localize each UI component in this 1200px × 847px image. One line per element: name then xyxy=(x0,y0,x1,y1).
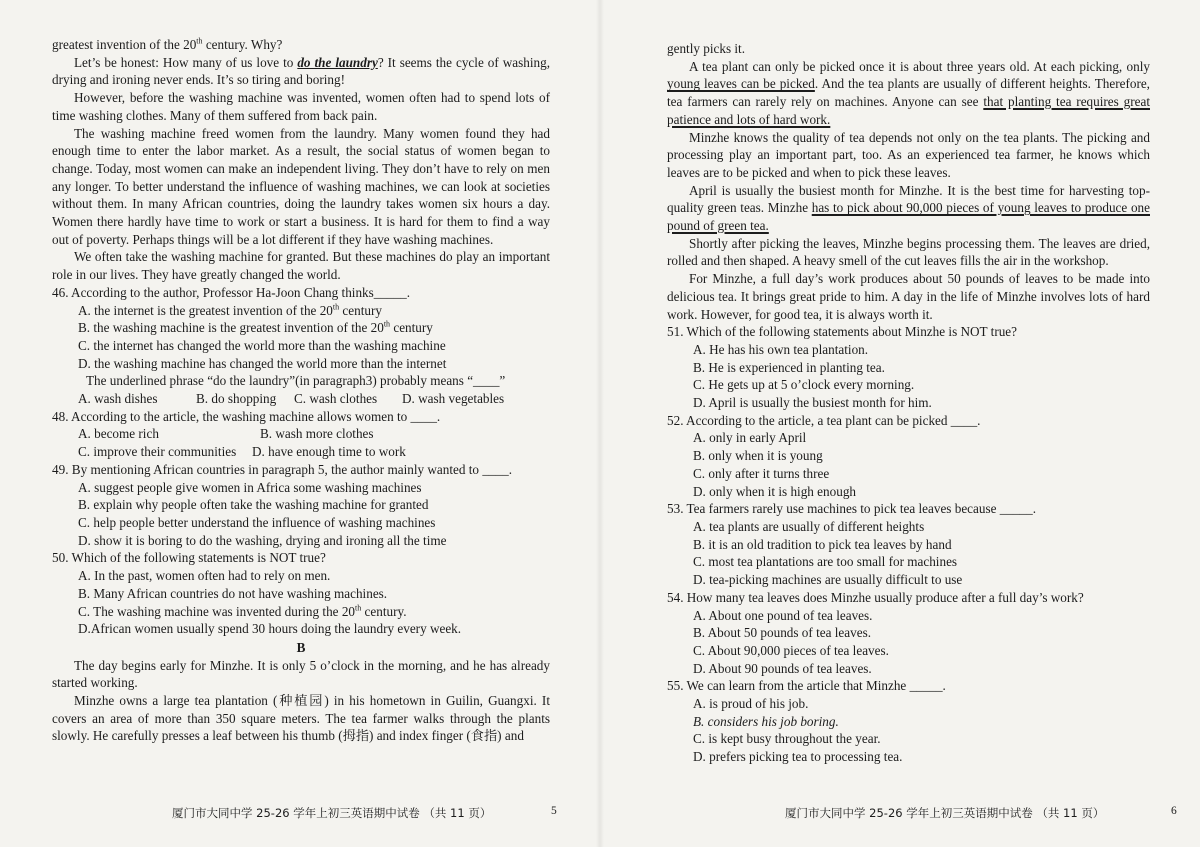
superscript: th xyxy=(355,603,362,613)
option-51-a[interactable]: A. He has his own tea plantation. xyxy=(693,341,869,357)
option-53-a[interactable]: A. tea plants are usually of different heights xyxy=(693,518,925,534)
option-47-d[interactable]: D. wash vegetables xyxy=(402,391,505,407)
option-51-c[interactable]: C. He gets up at 5 o’clock every morning. xyxy=(693,377,915,393)
options-47 xyxy=(78,390,550,408)
option-48-d[interactable]: D. have enough time to work xyxy=(252,444,406,460)
option-52-b[interactable]: B. only when it is young xyxy=(693,448,823,464)
superscript: th xyxy=(332,302,340,312)
option-52-c[interactable]: C. only after it turns three xyxy=(693,465,830,481)
question-51: 51. Which of the following statements about Minzhe is NOT true? xyxy=(667,324,1018,340)
footer-left: 厦门市大同中学 25-26 学年上初三英语期中试卷 （共 11 页） xyxy=(172,806,492,820)
option-46-a[interactable] xyxy=(78,302,550,320)
option-50-a[interactable]: A. In the past, women often had to rely on men. xyxy=(78,568,331,584)
option-48-c[interactable]: C. improve their communities xyxy=(78,444,237,460)
option-48-a[interactable]: A. become rich xyxy=(78,426,159,442)
text-run: century xyxy=(339,302,382,318)
option-51-d[interactable]: D. April is usually the busiest month for him. xyxy=(693,395,932,411)
question-48: 48. According to the article, the washing machine allows women to ____. xyxy=(52,408,441,424)
page-number-left: 5 xyxy=(551,805,557,817)
option-55-a[interactable]: A. is proud of his job. xyxy=(693,696,809,712)
text-run: A. the internet is the greatest invention of the 20 xyxy=(78,302,333,318)
option-52-a[interactable]: A. only in early April xyxy=(693,430,807,446)
text-run: ? It seems the cycle of washing, drying and ironing never ends. It’s so tiring and boring! xyxy=(52,54,550,88)
option-49-b[interactable]: B. explain why people often take the washing machine for granted xyxy=(78,497,429,513)
paragraph-6: We often take the washing machine for granted. But these machines do play an important role in our lives. They have greatly changed the world. xyxy=(52,249,550,283)
option-53-c[interactable]: C. most tea plantations are too small for machines xyxy=(693,554,958,570)
passage-b-paragraph-3 xyxy=(667,58,1150,129)
option-46-b[interactable] xyxy=(78,319,550,337)
question-47: The underlined phrase “do the laundry”(in paragraph3) probably means “____” xyxy=(86,373,506,389)
option-47-c[interactable]: C. wash clothes xyxy=(294,391,378,407)
text-run: A tea plant can only be picked once it is about three years old. At each picking, only xyxy=(689,58,1150,74)
option-49-a[interactable]: A. suggest people give women in Africa some washing machines xyxy=(78,479,422,495)
passage-b-paragraph-2: Minzhe owns a large tea plantation (种植园) in his hometown in Guilin, Guangxi. It covers an area of more than 350 square meters. The tea farmer walks through the plants slowly. He carefully presses a leaf between his thumb (拇指) and index finger (食指) and xyxy=(52,693,550,744)
question-53: 53. Tea farmers rarely use machines to pick tea leaves because _____. xyxy=(667,501,1037,517)
question-50: 50. Which of the following statements is NOT true? xyxy=(52,550,326,566)
superscript: th xyxy=(383,319,391,329)
text-run: . And the tea plants are usually of different heights. Therefore, tea farmers can rarely rely on machines. Anyone can see xyxy=(667,76,1150,110)
question-49: 49. By mentioning African countries in paragraph 5, the author mainly wanted to ____. xyxy=(52,461,512,477)
options-48-ab xyxy=(78,425,550,443)
option-55-b[interactable]: B. considers his job boring. xyxy=(693,713,839,729)
option-49-c[interactable]: C. help people better understand the influence of washing machines xyxy=(78,514,436,530)
underlined-text: that planting tea requires great patience and lots of hard work. xyxy=(667,94,1150,127)
option-53-d[interactable]: D. tea-picking machines are usually difficult to use xyxy=(693,572,963,588)
option-47-b[interactable]: B. do shopping xyxy=(196,391,277,407)
option-46-c[interactable]: C. the internet has changed the world more than the washing machine xyxy=(78,337,446,353)
option-50-c[interactable] xyxy=(78,603,550,621)
option-49-d[interactable]: D. show it is boring to do the washing, drying and ironing all the time xyxy=(78,532,447,548)
section-heading-b: B xyxy=(296,639,306,655)
option-54-b[interactable]: B. About 50 pounds of tea leaves. xyxy=(693,625,872,641)
passage-b-paragraph-5 xyxy=(667,182,1150,235)
option-46-d[interactable]: D. the washing machine has changed the world more than the internet xyxy=(78,355,447,371)
text-run: B. the washing machine is the greatest invention of the 20 xyxy=(78,320,384,336)
passage-b-paragraph-1: The day begins early for Minzhe. It is only 5 o’clock in the morning, and he has already started working. xyxy=(52,657,550,691)
option-54-c[interactable]: C. About 90,000 pieces of tea leaves. xyxy=(693,642,889,658)
options-48-cd xyxy=(78,443,550,461)
question-54: 54. How many tea leaves does Minzhe usually produce after a full day’s work? xyxy=(667,589,1084,605)
option-54-a[interactable]: A. About one pound of tea leaves. xyxy=(693,607,873,623)
paragraph-4: However, before the washing machine was invented, women often had to spend lots of time washing clothes. Many of them suffered from back pain. xyxy=(52,90,550,123)
paragraph-3 xyxy=(52,54,550,89)
option-54-d[interactable]: D. About 90 pounds of tea leaves. xyxy=(693,660,872,676)
option-48-b[interactable]: B. wash more clothes xyxy=(260,426,374,442)
text-run: Let’s be honest: How many of us love to xyxy=(74,54,298,70)
text-run: April is usually the busiest month for Minzhe. It is the best time for harvesting top-quality green teas. Minzhe xyxy=(667,182,1150,216)
option-55-d[interactable]: D. prefers picking tea to processing tea. xyxy=(693,749,903,765)
passage-b-paragraph-6: Shortly after picking the leaves, Minzhe begins processing them. The leaves are dried, rolled and then shaped. A heavy smell of the cut leaves fills the air in the workshop. xyxy=(667,235,1150,269)
underlined-phrase: do the laundry xyxy=(297,54,378,70)
text-run: century. Why? xyxy=(202,37,283,52)
question-55: 55. We can learn from the article that Minzhe _____. xyxy=(667,678,946,694)
option-50-d[interactable]: D.African women usually spend 30 hours doing the laundry every week. xyxy=(78,621,462,637)
option-50-b[interactable]: B. Many African countries do not have washing machines. xyxy=(78,585,388,601)
text-run: C. The washing machine was invented during the 20 xyxy=(78,603,356,619)
passage-a-tail xyxy=(52,36,550,54)
page-right xyxy=(600,0,1200,847)
underlined-text: young leaves can be picked xyxy=(667,76,815,92)
option-53-b[interactable]: B. it is an old tradition to pick tea leaves by hand xyxy=(693,536,952,552)
question-52: 52. According to the article, a tea plant can be picked ____. xyxy=(667,412,981,428)
question-46: 46. According to the author, Professor Ha-Joon Chang thinks_____. xyxy=(52,284,411,300)
passage-b-paragraph-7: For Minzhe, a full day’s work produces about 50 pounds of leaves to be made into delicious tea. It brings great pride to him. A day in the life of Minzhe involves lots of hard work. However, for good tea, it is always worth it. xyxy=(667,271,1150,322)
text-run: greatest invention of the 20 xyxy=(52,37,197,52)
page-number-right: 6 xyxy=(1171,805,1177,817)
option-51-b[interactable]: B. He is experienced in planting tea. xyxy=(693,359,885,375)
underlined-text: has to pick about 90,000 pieces of young leaves to produce one pound of green tea. xyxy=(667,200,1150,234)
option-55-c[interactable]: C. is kept busy throughout the year. xyxy=(693,731,881,747)
passage-b-paragraph-4: Minzhe knows the quality of tea depends not only on the tea plants. The picking and processing play an important part, too. As an experienced tea farmer, he knows which leaves are to be picked and when to pick these leaves. xyxy=(667,129,1150,180)
footer-right: 厦门市大同中学 25-26 学年上初三英语期中试卷 （共 11 页） xyxy=(785,806,1105,820)
option-47-a[interactable]: A. wash dishes xyxy=(78,391,158,407)
passage-b-continued: gently picks it. xyxy=(667,41,746,56)
paragraph-5: The washing machine freed women from the laundry. Many women found they had enough time to enter the labor market. As a result, the social status of women began to change. Today, most women can make an independent living. They don’t have to rely on men any longer. To better understand the influence of washing machines, we can look at societies without them. In many African countries, doing the laundry takes women six hours a day. Women there hardly have time to work or start a business. It is hard for them to find a way out of poverty. Perhaps things will be a lot different if they have washing machines. xyxy=(52,125,550,247)
text-run: century. xyxy=(361,603,407,619)
option-52-d[interactable]: D. only when it is high enough xyxy=(693,483,857,499)
text-run: century xyxy=(390,320,433,336)
superscript: th xyxy=(196,36,203,46)
